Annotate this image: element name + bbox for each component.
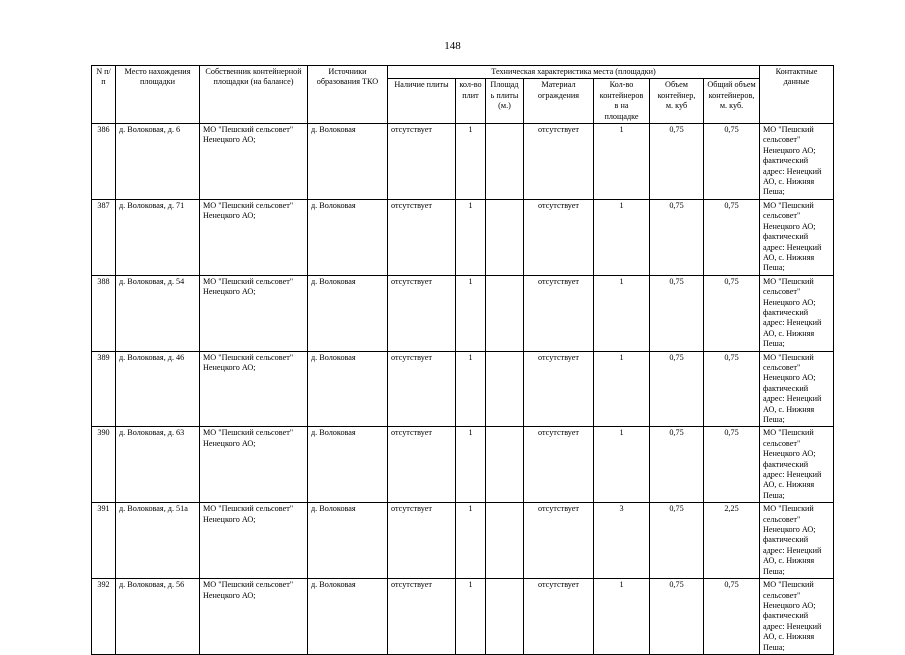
cell-source: д. Волоковая <box>308 579 388 655</box>
cell-containers: 1 <box>594 351 650 427</box>
cell-total-volume: 2,25 <box>704 503 760 579</box>
cell-total-volume: 0,75 <box>704 275 760 351</box>
cell-num: 387 <box>92 199 116 275</box>
cell-contacts: МО "Пешский сельсовет" Ненецкого АО; фактический адрес: Ненецкий АО, с. Нижняя Пеша; <box>760 199 834 275</box>
cell-num: 389 <box>92 351 116 427</box>
cell-fence: отсутствует <box>524 124 594 200</box>
cell-plate-area <box>486 579 524 655</box>
cell-total-volume: 0,75 <box>704 351 760 427</box>
cell-plate-count: 1 <box>456 503 486 579</box>
header-num: N п/п <box>92 66 116 124</box>
cell-total-volume: 0,75 <box>704 124 760 200</box>
cell-num: 391 <box>92 503 116 579</box>
cell-source: д. Волоковая <box>308 351 388 427</box>
cell-owner: МО "Пешский сельсовет" Ненецкого АО; <box>200 503 308 579</box>
header-containers: Кол-во контейнеров в на площадке <box>594 79 650 124</box>
cell-source: д. Волоковая <box>308 503 388 579</box>
cell-volume: 0,75 <box>650 275 704 351</box>
header-sources: Источники образования ТКО <box>308 66 388 124</box>
cell-location: д. Волоковая, д. 54 <box>116 275 200 351</box>
cell-plate-area <box>486 199 524 275</box>
cell-fence: отсутствует <box>524 275 594 351</box>
header-fence: Материал ограждения <box>524 79 594 124</box>
cell-plate-count: 1 <box>456 351 486 427</box>
cell-owner: МО "Пешский сельсовет" Ненецкого АО; <box>200 427 308 503</box>
header-contacts: Контактные данные <box>760 66 834 124</box>
cell-owner: МО "Пешский сельсовет" Ненецкого АО; <box>200 124 308 200</box>
cell-containers: 1 <box>594 579 650 655</box>
registry-table <box>91 65 834 655</box>
header-plate-area: Площадь плиты (м.) <box>486 79 524 124</box>
cell-location: д. Волоковая, д. 51а <box>116 503 200 579</box>
header-total-volume: Общий объем контейнеров, м. куб. <box>704 79 760 124</box>
cell-total-volume: 0,75 <box>704 579 760 655</box>
cell-plate-area <box>486 124 524 200</box>
cell-owner: МО "Пешский сельсовет" Ненецкого АО; <box>200 275 308 351</box>
cell-plates: отсутствует <box>388 351 456 427</box>
cell-plates: отсутствует <box>388 427 456 503</box>
cell-owner: МО "Пешский сельсовет" Ненецкого АО; <box>200 351 308 427</box>
cell-plate-area <box>486 351 524 427</box>
table-row <box>92 124 834 200</box>
cell-plates: отсутствует <box>388 275 456 351</box>
cell-volume: 0,75 <box>650 351 704 427</box>
cell-volume: 0,75 <box>650 503 704 579</box>
cell-containers: 1 <box>594 275 650 351</box>
table-row <box>92 503 834 579</box>
header-plate-count: кол-во плит <box>456 79 486 124</box>
header-tech: Техническая характеристика места (площадки) <box>388 66 760 79</box>
cell-num: 386 <box>92 124 116 200</box>
cell-contacts: МО "Пешский сельсовет" Ненецкого АО; фактический адрес: Ненецкий АО, с. Нижняя Пеша; <box>760 275 834 351</box>
cell-plate-count: 1 <box>456 579 486 655</box>
cell-fence: отсутствует <box>524 427 594 503</box>
cell-owner: МО "Пешский сельсовет" Ненецкого АО; <box>200 579 308 655</box>
cell-contacts: МО "Пешский сельсовет" Ненецкого АО; фактический адрес: Ненецкий АО, с. Нижняя Пеша; <box>760 503 834 579</box>
cell-location: д. Волоковая, д. 46 <box>116 351 200 427</box>
table-row <box>92 579 834 655</box>
cell-owner: МО "Пешский сельсовет" Ненецкого АО; <box>200 199 308 275</box>
cell-location: д. Волоковая, д. 71 <box>116 199 200 275</box>
cell-contacts: МО "Пешский сельсовет" Ненецкого АО; фактический адрес: Ненецкий АО, с. Нижняя Пеша; <box>760 351 834 427</box>
cell-plates: отсутствует <box>388 503 456 579</box>
cell-contacts: МО "Пешский сельсовет" Ненецкого АО; фактический адрес: Ненецкий АО, с. Нижняя Пеша; <box>760 427 834 503</box>
table-row <box>92 199 834 275</box>
cell-location: д. Волоковая, д. 63 <box>116 427 200 503</box>
cell-containers: 3 <box>594 503 650 579</box>
cell-containers: 1 <box>594 427 650 503</box>
cell-plate-count: 1 <box>456 199 486 275</box>
cell-num: 392 <box>92 579 116 655</box>
cell-volume: 0,75 <box>650 579 704 655</box>
cell-plate-area <box>486 427 524 503</box>
cell-fence: отсутствует <box>524 579 594 655</box>
cell-contacts: МО "Пешский сельсовет" Ненецкого АО; фактический адрес: Ненецкий АО, с. Нижняя Пеша; <box>760 579 834 655</box>
cell-containers: 1 <box>594 124 650 200</box>
cell-source: д. Волоковая <box>308 427 388 503</box>
cell-plates: отсутствует <box>388 199 456 275</box>
cell-total-volume: 0,75 <box>704 427 760 503</box>
cell-fence: отсутствует <box>524 503 594 579</box>
cell-fence: отсутствует <box>524 351 594 427</box>
cell-plate-count: 1 <box>456 275 486 351</box>
cell-num: 390 <box>92 427 116 503</box>
cell-total-volume: 0,75 <box>704 199 760 275</box>
cell-plate-count: 1 <box>456 124 486 200</box>
table-row <box>92 275 834 351</box>
table-row <box>92 427 834 503</box>
cell-num: 388 <box>92 275 116 351</box>
header-row-top <box>92 66 834 79</box>
header-owner: Собственник контейнерной площадки (на балансе) <box>200 66 308 124</box>
page-number: 148 <box>444 40 461 52</box>
cell-source: д. Волоковая <box>308 199 388 275</box>
cell-source: д. Волоковая <box>308 275 388 351</box>
cell-plate-area <box>486 503 524 579</box>
cell-contacts: МО "Пешский сельсовет" Ненецкого АО; фактический адрес: Ненецкий АО, с. Нижняя Пеша; <box>760 124 834 200</box>
cell-source: д. Волоковая <box>308 124 388 200</box>
cell-plate-count: 1 <box>456 427 486 503</box>
header-location: Место нахождения площадки <box>116 66 200 124</box>
cell-containers: 1 <box>594 199 650 275</box>
cell-location: д. Волоковая, д. 6 <box>116 124 200 200</box>
cell-volume: 0,75 <box>650 199 704 275</box>
cell-plates: отсутствует <box>388 579 456 655</box>
cell-volume: 0,75 <box>650 124 704 200</box>
table-row <box>92 351 834 427</box>
cell-plates: отсутствует <box>388 124 456 200</box>
header-plates: Наличие плиты <box>388 79 456 124</box>
cell-volume: 0,75 <box>650 427 704 503</box>
cell-fence: отсутствует <box>524 199 594 275</box>
cell-plate-area <box>486 275 524 351</box>
header-volume: Объем контейнер, м. куб <box>650 79 704 124</box>
cell-location: д. Волоковая, д. 56 <box>116 579 200 655</box>
